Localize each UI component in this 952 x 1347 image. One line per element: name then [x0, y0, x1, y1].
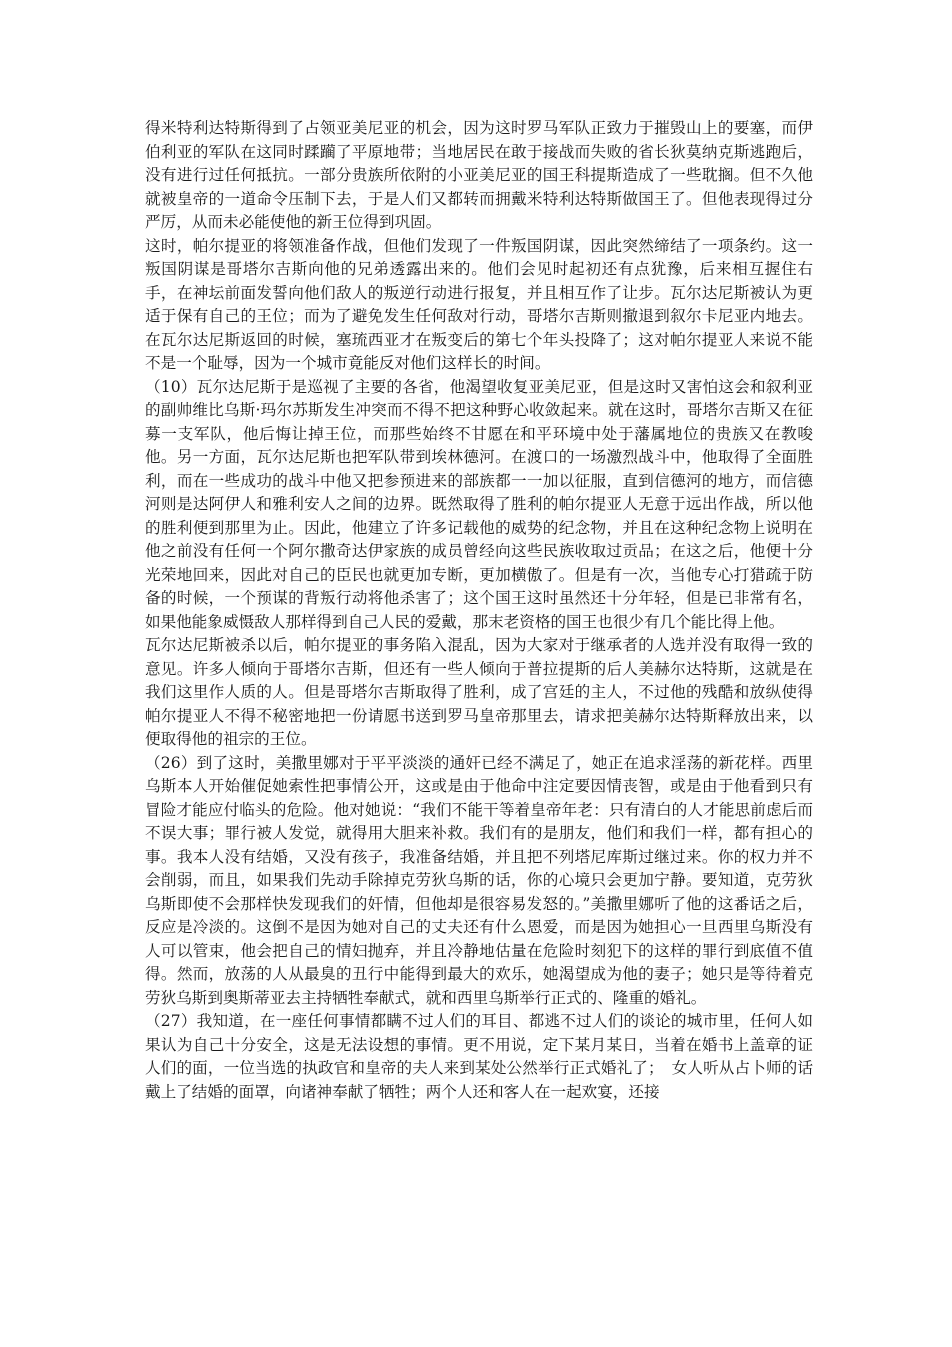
paragraph-1: 得米特利达特斯得到了占领亚美尼亚的机会，因为这时罗马军队正致力于摧毁山上的要塞，而伊伯利亚的军队在这同时蹂躏了平原地带；当地居民在敢于接战而失败的省长狄莫纳克斯逃跑后，没有进行过任何抵抗。一部分贵族所依附的小亚美尼亚的国王科提斯造成了一些耽搁。但不久他就被皇帝的一道命令压制下去，于是人们又都转而拥戴米特利达特斯做国王了。但他表现得过分严厉，从而未必能使他的新王位得到巩固。: [145, 119, 813, 231]
body-text: [145, 117, 813, 1104]
paragraph-3: （10）瓦尔达尼斯于是巡视了主要的各省，他渴望收复亚美尼亚，但是这时又害怕这会和叙利亚的副帅维比乌斯·玛尔苏斯发生冲突而不得不把这种野心收敛起来。就在这时，哥塔尔吉斯又在征募一支军队，他后悔让掉王位，而那些始终不甘愿在和平环境中处于藩属地位的贵族又在教唆他。另一方面，瓦尔达尼斯也把军队带到埃林德河。在渡口的一场激烈战斗中，他取得了全面胜利，而在一些成功的战斗中他又把参预进来的部族都一一加以征服，直到信德河的地方，而信德河则是达阿伊人和雅利安人之间的边界。既然取得了胜利的帕尔提亚人无意于远出作战，所以他的胜利便到那里为止。因此，他建立了许多记载他的威势的纪念物，并且在这种纪念物上说明在他之前没有任何一个阿尔撒奇达伊家族的成员曾经向这些民族收取过贡品；在这之后，他便十分光荣地回来，因此对自己的臣民也就更加专断，更加横傲了。但是有一次，当他专心打猎疏于防备的时候，一个预谋的背叛行动将他杀害了；这个国王这时虽然还十分年轻，但是已非常有名，如果他能象威慑敌人那样得到自己人民的爱戴，那末老资格的国王也很少有几个能比得上他。: [145, 377, 813, 631]
paragraph-2: 这时，帕尔提亚的将领准备作战，但他们发现了一件叛国阴谋，因此突然缔结了一项条约。这一叛国阴谋是哥塔尔吉斯向他的兄弟透露出来的。他们会见时起初还有点犹豫，后来相互握住右手，在神坛前面发誓向他们敌人的叛逆行动进行报复，并且相互作了让步。瓦尔达尼斯被认为更适于保有自己的王位；而为了避免发生任何敌对行动，哥塔尔吉斯则撤退到叙尔卡尼亚内地去。在瓦尔达尼斯返回的时候，塞琉西亚才在叛变后的第七个年头投降了；这对帕尔提亚人来说不能不是一个耻辱，因为一个城市竟能反对他们这样长的时间。: [145, 236, 813, 372]
paragraph-6: （27）我知道，在一座任何事情都瞒不过人们的耳目、都逃不过人们的谈论的城市里，任何人如果认为自己十分安全，这是无法设想的事情。更不用说，定下某月某日，当着在婚书上盖章的证人们的面，一位当选的执政官和皇帝的夫人来到某处公然举行正式婚礼了； 女人听从占卜师的话戴上了结婚的面罩，向诸神奉献了牺牲；两个人还和客人在一起欢宴，还接: [145, 1012, 813, 1101]
paragraph-5: （26）到了这时，美撒里娜对于平平淡淡的通奸已经不满足了，她正在追求淫荡的新花样。西里乌斯本人开始催促她索性把事情公开，这或是由于他命中注定要因情丧智，或是由于他看到只有冒险才能应付临头的危险。他对她说：“我们不能干等着皇帝年老：只有清白的人才能思前虑后而不误大事；罪行被人发觉，就得用大胆来补救。我们有的是朋友，他们和我们一样，都有担心的事。我本人没有结婚，又没有孩子，我准备结婚，并且把不列塔尼库斯过继过来。你的权力并不会削弱，而且，如果我们先动手除掉克劳狄乌斯的话，你的心境只会更加宁静。要知道，克劳狄乌斯即使不会那样快发现我们的奸情，但他却是很容易发怒的。”美撒里娜听了他的这番话之后，反应是冷淡的。这倒不是因为她对自己的丈夫还有什么恩爱，而是因为她担心一旦西里乌斯没有人可以管束，他会把自己的情妇抛弃，并且冷静地估量在危险时刻犯下的这样的罪行到底值不值得。然而，放荡的人从最臭的丑行中能得到最大的欢乐，她渴望成为他的妻子；她只是等待着克劳狄乌斯到奥斯蒂亚去主持牺牲奉献式，就和西里乌斯举行正式的、隆重的婚礼。: [145, 753, 813, 1007]
paragraph-4: 瓦尔达尼斯被杀以后，帕尔提亚的事务陷入混乱，因为大家对于继承者的人选并没有取得一致的意见。许多人倾向于哥塔尔吉斯，但还有一些人倾向于普拉提斯的后人美赫尔达特斯，这就是在我们这里作人质的人。但是哥塔尔吉斯取得了胜利，成了宫廷的主人，不过他的残酷和放纵使得帕尔提亚人不得不秘密地把一份请愿书送到罗马皇帝那里去，请求把美赫尔达特斯释放出来，以便取得他的祖宗的王位。: [145, 636, 813, 748]
